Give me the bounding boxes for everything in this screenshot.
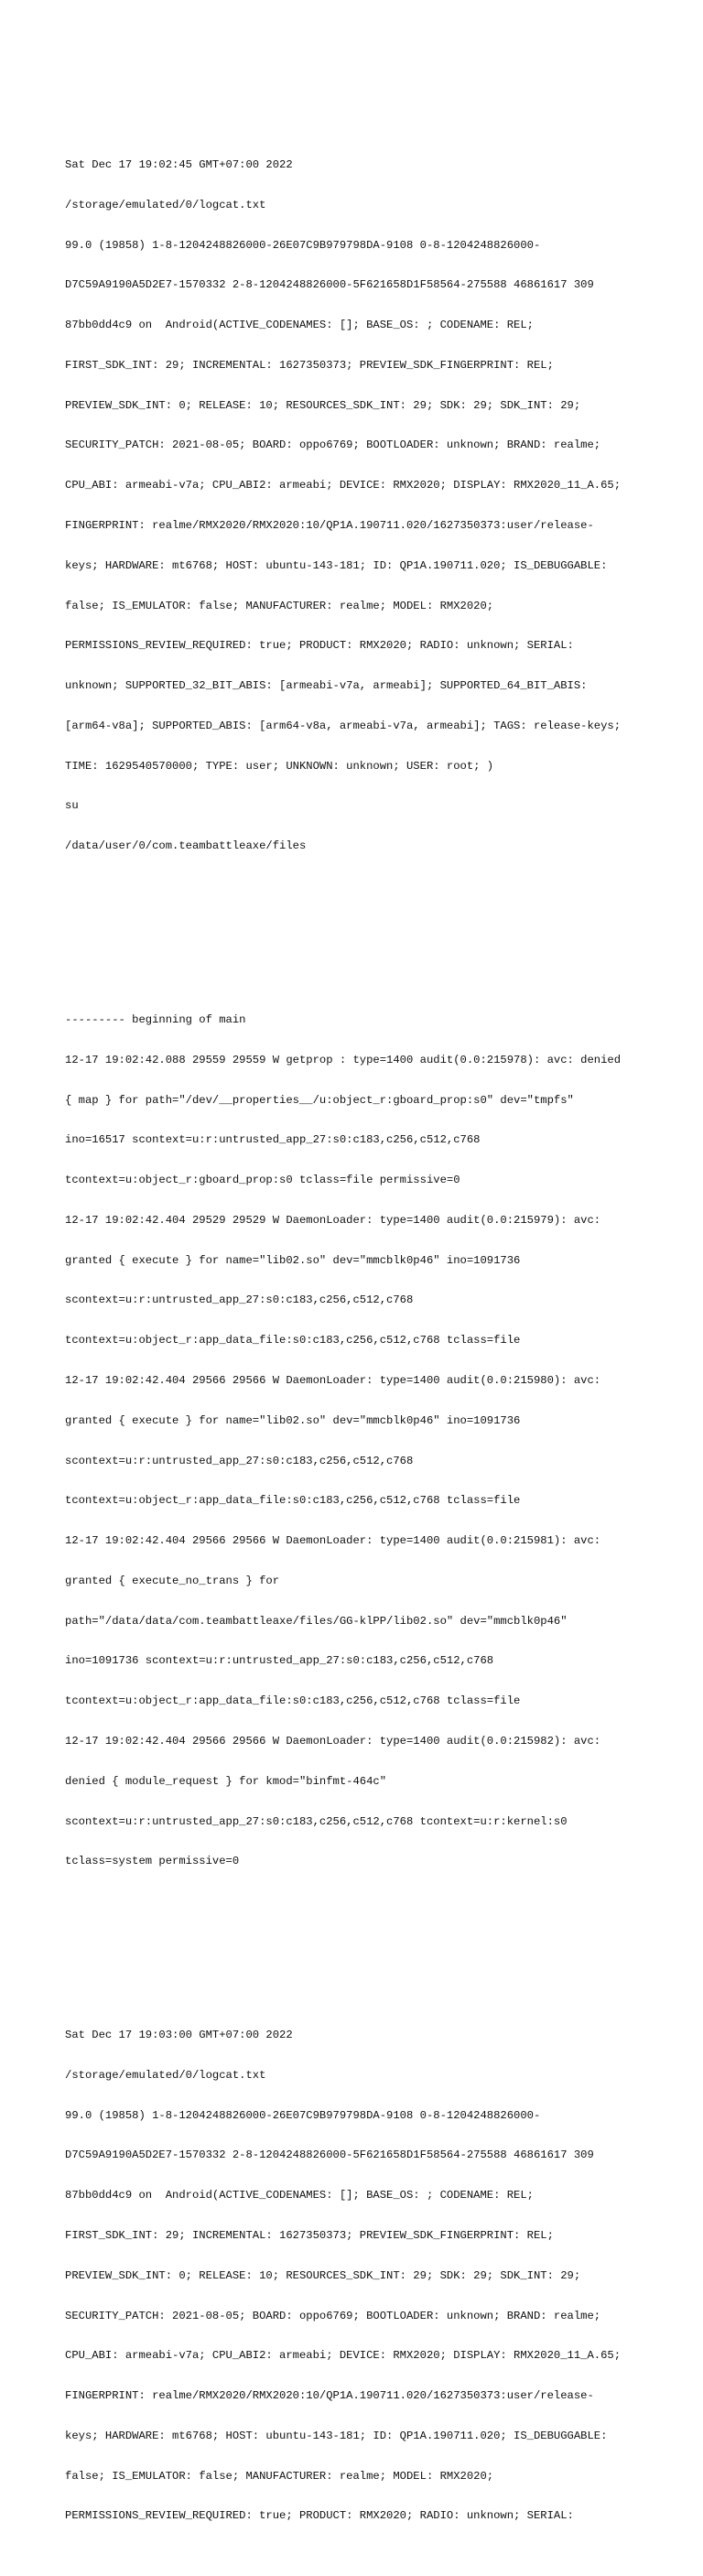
blank-gap xyxy=(65,920,687,947)
log-line: --------- beginning of main xyxy=(65,1012,246,1026)
log-line: ino=1091736 scontext=u:r:untrusted_app_27:s0:c183,c256,c512,c768 xyxy=(65,1654,494,1668)
log-line: PERMISSIONS_REVIEW_REQUIRED: true; PRODUCT: RMX2020; RADIO: unknown; SERIAL: xyxy=(65,2509,574,2523)
log-line: tclass=system permissive=0 xyxy=(65,1855,240,1868)
log-line: FINGERPRINT: realme/RMX2020/RMX2020:10/QP1A.190711.020/1627350373:user/release- xyxy=(65,519,594,532)
log-line: 12-17 19:02:42.404 29566 29566 W DaemonLoader: type=1400 audit(0.0:215981): avc: xyxy=(65,1534,601,1548)
log-block-1 xyxy=(65,132,687,880)
log-line: PREVIEW_SDK_INT: 0; RELEASE: 10; RESOURCES_SDK_INT: 29; SDK: 29; SDK_INT: 29; xyxy=(65,2268,581,2282)
log-block-2 xyxy=(65,987,687,1895)
log-line: SECURITY_PATCH: 2021-08-05; BOARD: oppo6769; BOOTLOADER: unknown; BRAND: realme; xyxy=(65,438,601,452)
log-line: /storage/emulated/0/logcat.txt xyxy=(65,2068,266,2082)
log-line: scontext=u:r:untrusted_app_27:s0:c183,c256,c512,c768 xyxy=(65,1293,414,1307)
log-line: CPU_ABI: armeabi-v7a; CPU_ABI2: armeabi; DEVICE: RMX2020; DISPLAY: RMX2020_11_A.65; xyxy=(65,479,622,492)
log-line: Sat Dec 17 19:02:45 GMT+07:00 2022 xyxy=(65,157,293,171)
log-line: [arm64-v8a]; SUPPORTED_ABIS: [arm64-v8a, armeabi-v7a, armeabi]; TAGS: release-keys; xyxy=(65,719,622,732)
log-line: 99.0 (19858) 1-8-1204248826000-26E07C9B979798DA-9108 0-8-1204248826000- xyxy=(65,2108,541,2122)
log-line: PERMISSIONS_REVIEW_REQUIRED: true; PRODUCT: RMX2020; RADIO: unknown; SERIAL: xyxy=(65,639,574,653)
log-line: 87bb0dd4c9 on Android(ACTIVE_CODENAMES: []; BASE_OS: ; CODENAME: REL; xyxy=(65,2189,534,2203)
log-line: keys; HARDWARE: mt6768; HOST: ubuntu-143-181; ID: QP1A.190711.020; IS_DEBUGGABLE: xyxy=(65,558,608,572)
log-line: scontext=u:r:untrusted_app_27:s0:c183,c256,c512,c768 tcontext=u:r:kernel:s0 xyxy=(65,1814,568,1828)
log-line: false; IS_EMULATOR: false; MANUFACTURER: realme; MODEL: RMX2020; xyxy=(65,599,494,612)
log-line: denied { module_request } for kmod="binfmt-464c" xyxy=(65,1774,387,1788)
blank-gap xyxy=(65,1935,687,1962)
log-line: /data/user/0/com.teambattleaxe/files xyxy=(65,839,307,853)
log-line: false; IS_EMULATOR: false; MANUFACTURER: realme; MODEL: RMX2020; xyxy=(65,2469,494,2483)
log-line: su xyxy=(65,799,79,813)
log-line: FIRST_SDK_INT: 29; INCREMENTAL: 1627350373; PREVIEW_SDK_FINGERPRINT: REL; xyxy=(65,358,554,372)
log-line: 12-17 19:02:42.404 29529 29529 W DaemonLoader: type=1400 audit(0.0:215979): avc: xyxy=(65,1213,601,1227)
log-block-3 xyxy=(65,2002,687,2549)
log-line: tcontext=u:object_r:app_data_file:s0:c183,c256,c512,c768 tclass=file xyxy=(65,1334,521,1348)
log-line: 99.0 (19858) 1-8-1204248826000-26E07C9B979798DA-9108 0-8-1204248826000- xyxy=(65,238,541,252)
log-line: granted { execute } for name="lib02.so" dev="mmcblk0p46" ino=1091736 xyxy=(65,1413,521,1427)
log-line: D7C59A9190A5D2E7-1570332 2-8-1204248826000-5F621658D1F58564-275588 46861617 309 xyxy=(65,2148,594,2162)
log-line: keys; HARDWARE: mt6768; HOST: ubuntu-143-181; ID: QP1A.190711.020; IS_DEBUGGABLE: xyxy=(65,2429,608,2442)
log-line: 12-17 19:02:42.088 29559 29559 W getprop : type=1400 audit(0.0:215978): avc: denied xyxy=(65,1053,622,1066)
log-line: 12-17 19:02:42.404 29566 29566 W DaemonLoader: type=1400 audit(0.0:215982): avc: xyxy=(65,1735,601,1748)
log-line: ino=16517 scontext=u:r:untrusted_app_27:s0:c183,c256,c512,c768 xyxy=(65,1133,481,1147)
log-line: 12-17 19:02:42.404 29566 29566 W DaemonLoader: type=1400 audit(0.0:215980): avc: xyxy=(65,1374,601,1387)
log-line: /storage/emulated/0/logcat.txt xyxy=(65,198,266,211)
log-line: scontext=u:r:untrusted_app_27:s0:c183,c256,c512,c768 xyxy=(65,1454,414,1467)
log-line: path="/data/data/com.teambattleaxe/files/GG-klPP/lib02.so" dev="mmcblk0p46" xyxy=(65,1614,568,1628)
log-document xyxy=(65,92,687,2576)
log-line: FIRST_SDK_INT: 29; INCREMENTAL: 1627350373; PREVIEW_SDK_FINGERPRINT: REL; xyxy=(65,2229,554,2242)
log-line: granted { execute_no_trans } for xyxy=(65,1574,280,1587)
log-line: FINGERPRINT: realme/RMX2020/RMX2020:10/QP1A.190711.020/1627350373:user/release- xyxy=(65,2389,594,2403)
log-line: granted { execute } for name="lib02.so" dev="mmcblk0p46" ino=1091736 xyxy=(65,1253,521,1267)
log-line: CPU_ABI: armeabi-v7a; CPU_ABI2: armeabi; DEVICE: RMX2020; DISPLAY: RMX2020_11_A.65; xyxy=(65,2349,622,2363)
log-line: TIME: 1629540570000; TYPE: user; UNKNOWN: unknown; USER: root; ) xyxy=(65,759,494,773)
log-line: tcontext=u:object_r:app_data_file:s0:c183,c256,c512,c768 tclass=file xyxy=(65,1494,521,1508)
log-line: 87bb0dd4c9 on Android(ACTIVE_CODENAMES: []; BASE_OS: ; CODENAME: REL; xyxy=(65,319,534,332)
log-line: unknown; SUPPORTED_32_BIT_ABIS: [armeabi-v7a, armeabi]; SUPPORTED_64_BIT_ABIS: xyxy=(65,679,588,693)
log-line: D7C59A9190A5D2E7-1570332 2-8-1204248826000-5F621658D1F58564-275588 46861617 309 xyxy=(65,278,594,292)
log-line: Sat Dec 17 19:03:00 GMT+07:00 2022 xyxy=(65,2029,293,2042)
log-line: SECURITY_PATCH: 2021-08-05; BOARD: oppo6769; BOOTLOADER: unknown; BRAND: realme; xyxy=(65,2309,601,2322)
log-line: tcontext=u:object_r:gboard_prop:s0 tclass=file permissive=0 xyxy=(65,1174,460,1187)
log-line: PREVIEW_SDK_INT: 0; RELEASE: 10; RESOURCES_SDK_INT: 29; SDK: 29; SDK_INT: 29; xyxy=(65,398,581,412)
log-line: { map } for path="/dev/__properties__/u:object_r:gboard_prop:s0" dev="tmpfs" xyxy=(65,1093,574,1107)
log-line: tcontext=u:object_r:app_data_file:s0:c183,c256,c512,c768 tclass=file xyxy=(65,1694,521,1708)
